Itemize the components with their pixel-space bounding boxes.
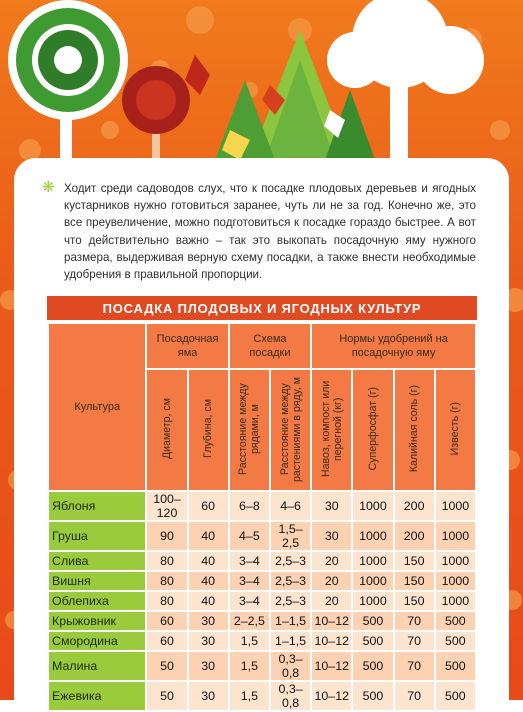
- cell: 80: [146, 591, 187, 611]
- cell: 1–1,5: [270, 611, 311, 631]
- cell: 30: [188, 631, 229, 651]
- cell: 1000: [435, 491, 476, 521]
- cell: 500: [435, 611, 476, 631]
- cell: 70: [394, 611, 435, 631]
- cell: 150: [394, 551, 435, 571]
- header-plant-spacing: Расстояние между растениями в ряду, м: [270, 369, 311, 491]
- cell: 500: [435, 651, 476, 681]
- cell: 500: [435, 631, 476, 651]
- table-row: [48, 681, 476, 711]
- cell: 20: [311, 551, 352, 571]
- cell: 500: [352, 681, 393, 711]
- cell: 100–120: [146, 491, 187, 521]
- cell: 1000: [352, 551, 393, 571]
- cell: 80: [146, 571, 187, 591]
- cell-crop: Вишня: [48, 571, 146, 591]
- header-superphosphate: Суперфосфат (г): [352, 369, 393, 491]
- cell: 60: [146, 631, 187, 651]
- intro-paragraph: [42, 179, 476, 283]
- cell: 90: [146, 521, 187, 551]
- cell: 70: [394, 631, 435, 651]
- cell: 1–1,5: [270, 631, 311, 651]
- table-row: [48, 551, 476, 571]
- cell: 2,5–3: [270, 591, 311, 611]
- table-title: ПОСАДКА ПЛОДОВЫХ И ЯГОДНЫХ КУЛЬТУР: [47, 296, 477, 320]
- header-lime: Известь (г): [435, 369, 476, 491]
- cell: 20: [311, 591, 352, 611]
- cell-crop: Крыжовник: [48, 611, 146, 631]
- cell: 1,5: [229, 651, 270, 681]
- cell-crop: Смородина: [48, 631, 146, 651]
- header-row-spacing: Расстояние между рядами, м: [229, 369, 270, 491]
- cell: 30: [188, 681, 229, 711]
- cell: 1000: [435, 591, 476, 611]
- cell: 3–4: [229, 551, 270, 571]
- cell: 10–12: [311, 651, 352, 681]
- cell: 150: [394, 571, 435, 591]
- cell: 0,3–0,8: [270, 651, 311, 681]
- cell: 10–12: [311, 611, 352, 631]
- cell: 2–2,5: [229, 611, 270, 631]
- table-row: [48, 651, 476, 681]
- header-group-pit: Посадочная яма: [146, 323, 228, 369]
- cell: 30: [188, 611, 229, 631]
- cell: 10–12: [311, 681, 352, 711]
- cell: 2,5–3: [270, 571, 311, 591]
- cell: 3–4: [229, 591, 270, 611]
- cell-crop: Ежевика: [48, 681, 146, 711]
- cell: 70: [394, 651, 435, 681]
- cell: 3–4: [229, 571, 270, 591]
- header-group-fertilizer: Нормы удобрений на посадочную яму: [311, 323, 476, 369]
- cell: 70: [394, 681, 435, 711]
- table-row: [48, 631, 476, 651]
- cell: 40: [188, 551, 229, 571]
- cell: 10–12: [311, 631, 352, 651]
- header-manure: Навоз, компост или перегной (кг): [311, 369, 352, 491]
- table-row: [48, 491, 476, 521]
- cell: 1000: [352, 491, 393, 521]
- cell: 0,3–0,8: [270, 681, 311, 711]
- cell: 80: [146, 551, 187, 571]
- cell-crop: Облепиха: [48, 591, 146, 611]
- table-row: [48, 521, 476, 551]
- cell: 4–6: [270, 491, 311, 521]
- cell: 1,5–2,5: [270, 521, 311, 551]
- cell: 200: [394, 521, 435, 551]
- cell: 40: [188, 521, 229, 551]
- header-potassium: Калийная соль (г): [394, 369, 435, 491]
- cell: 1,5: [229, 631, 270, 651]
- cell: 30: [311, 521, 352, 551]
- cell: 2,5–3: [270, 551, 311, 571]
- cell: 1000: [435, 571, 476, 591]
- tree-icon: [122, 66, 190, 160]
- bullet-icon: ❋: [42, 179, 55, 196]
- header-crop: Культура: [48, 323, 146, 491]
- cell: 1000: [435, 521, 476, 551]
- cell: 500: [352, 651, 393, 681]
- cell-crop: Малина: [48, 651, 146, 681]
- cell: 60: [188, 491, 229, 521]
- cell: 500: [435, 681, 476, 711]
- cell-crop: Груша: [48, 521, 146, 551]
- table-row: [48, 611, 476, 631]
- cell: 1000: [435, 551, 476, 571]
- cell: 50: [146, 681, 187, 711]
- cell: 200: [394, 491, 435, 521]
- cell: 4–5: [229, 521, 270, 551]
- cell: 1,5: [229, 681, 270, 711]
- cell: 6–8: [229, 491, 270, 521]
- cell: 30: [188, 651, 229, 681]
- cell-crop: Слива: [48, 551, 146, 571]
- table-row: [48, 591, 476, 611]
- cell: 500: [352, 611, 393, 631]
- planting-table: [47, 322, 477, 712]
- cell-crop: Яблоня: [48, 491, 146, 521]
- intro-text: Ходит среди садоводов слух, что к посадке плодовых деревьев и ягодных кустарников нужно готовиться заранее, чуть ли не за год. Конечно же, это все преувеличение, можно подготовиться к посадке гораздо быстрее. А вот что действительно важно – так это выкопать посадочную яму нужного размера, выдерживая верную схему посадки, а также внести необходимые удобрения в правильной пропорции.: [64, 182, 476, 282]
- cell: 20: [311, 571, 352, 591]
- header-group-scheme: Схема посадки: [229, 323, 311, 369]
- header-diameter: Диаметр, см: [146, 369, 187, 491]
- cell: 150: [394, 591, 435, 611]
- cell: 40: [188, 571, 229, 591]
- cell: 500: [352, 631, 393, 651]
- cell: 60: [146, 611, 187, 631]
- cell: 1000: [352, 591, 393, 611]
- cell: 1000: [352, 521, 393, 551]
- header-depth: Глубина, см: [188, 369, 229, 491]
- table-row: [48, 571, 476, 591]
- cell: 50: [146, 651, 187, 681]
- cell: 40: [188, 591, 229, 611]
- cell: 30: [311, 491, 352, 521]
- cell: 1000: [352, 571, 393, 591]
